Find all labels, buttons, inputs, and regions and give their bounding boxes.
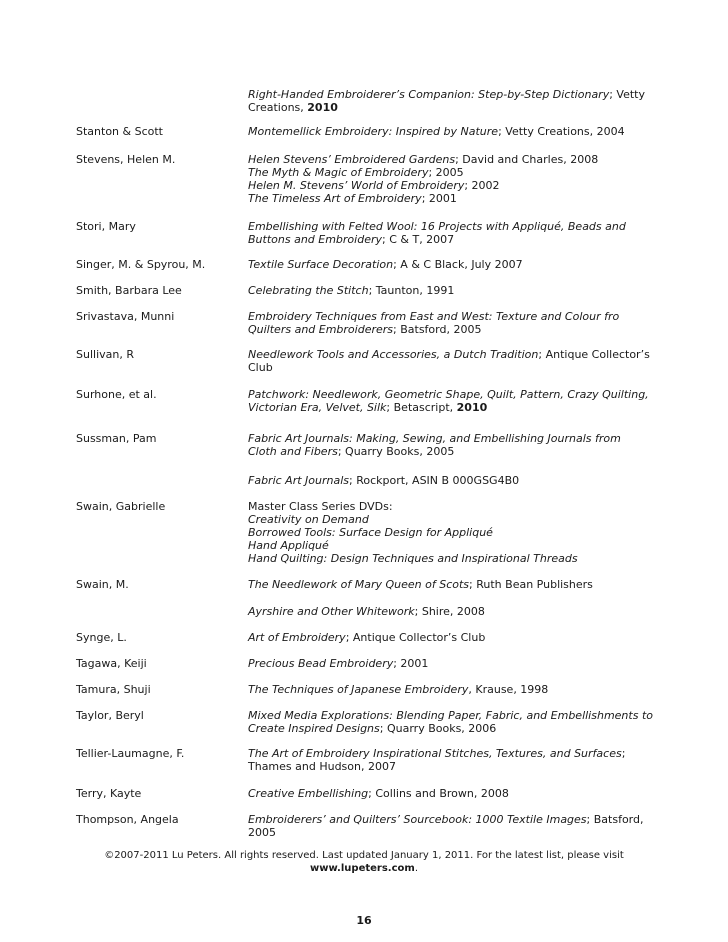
work-title: Creativity on Demand [248, 513, 369, 526]
work-title: The Techniques of Japanese Embroidery [248, 683, 469, 696]
entry-line [248, 760, 648, 773]
work-title: Victorian Era, Velvet, Silk [248, 401, 387, 414]
entry-line [248, 500, 648, 513]
publication-info: Thames and Hudson, 2007 [248, 760, 396, 773]
work-title: Borrowed Tools: Surface Design for Appliqué [248, 526, 493, 539]
entry-line [248, 709, 653, 722]
publication-info: ; 2001 [421, 192, 457, 205]
publication-info: ; C & T, 2007 [382, 233, 455, 246]
entry-works [248, 709, 653, 735]
entry-works [248, 153, 648, 205]
publication-info: ; Ruth Bean Publishers [469, 578, 593, 591]
publication-info: Creations, [248, 101, 308, 114]
publication-info: ; 2001 [393, 657, 429, 670]
work-title: Cloth and Fibers [248, 445, 338, 458]
entry-line [248, 125, 648, 138]
work-title: Create Inspired Designs [248, 722, 380, 735]
entry-author: Taylor, Beryl [76, 709, 144, 722]
footer-url-link[interactable]: www.lupeters.com [309, 863, 415, 874]
entry-line [248, 605, 648, 618]
publication-info: ; Batsford, 2005 [393, 323, 482, 336]
publication-info: ; Quarry Books, 2005 [337, 445, 455, 458]
work-title: Embroiderers’ and Quilters’ Sourcebook: 1000 Textile Images [248, 813, 587, 826]
work-title: Art of Embroidery [248, 631, 346, 644]
entry-line [248, 787, 648, 800]
entry-line [248, 220, 648, 233]
footer-url-line [0, 862, 728, 875]
entry-line [248, 361, 648, 374]
entry-line [248, 657, 648, 670]
entry-author: Swain, M. [76, 578, 129, 591]
entry-works [248, 310, 648, 336]
entry-works [248, 88, 648, 114]
entry-works [248, 220, 648, 246]
work-title: Embroidery Techniques from East and West: Texture and Colour fro [248, 310, 620, 323]
entry-line [248, 578, 648, 591]
work-title: The Needlework of Mary Queen of Scots [248, 578, 470, 591]
work-title: Fabric Art Journals [248, 474, 349, 487]
entry-works [248, 631, 648, 644]
entry-line [248, 192, 648, 205]
page-number: 16 [356, 914, 372, 927]
entry-works [248, 388, 648, 414]
entry-works [248, 747, 648, 773]
entry-line [248, 88, 648, 101]
publication-info: 2005 [248, 826, 276, 839]
work-title: The Timeless Art of Embroidery [248, 192, 422, 205]
entry-line [248, 179, 648, 192]
entry-author: Sullivan, R [76, 348, 134, 361]
entry-author: Singer, M. & Spyrou, M. [76, 258, 206, 271]
footer-url-suffix: . [414, 863, 418, 874]
work-title: Ayrshire and Other Whitework [248, 605, 415, 618]
entry-works [248, 683, 648, 696]
entry-works [248, 500, 648, 565]
work-title: Creative Embellishing [248, 787, 369, 800]
entry-line [248, 445, 648, 458]
work-title: Celebrating the Stitch [248, 284, 369, 297]
publication-info: ; David and Charles, 2008 [455, 153, 599, 166]
entry-author: Tamura, Shuji [76, 683, 151, 696]
work-title: Helen Stevens’ Embroidered Gardens [248, 153, 456, 166]
entry-author: Surhone, et al. [76, 388, 157, 401]
publication-info: ; Antique Collector’s Club [345, 631, 486, 644]
work-title: Patchwork: Needlework, Geometric Shape, Quilt, Pattern, Crazy Quilting, [248, 388, 649, 401]
work-title: Needlework Tools and Accessories, a Dutch Tradition [248, 348, 539, 361]
entry-line [248, 631, 648, 644]
entry-author: Sussman, Pam [76, 432, 157, 445]
work-title: Hand Appliqué [248, 539, 329, 552]
entry-works [248, 258, 648, 271]
publication-info: ; Vetty [609, 88, 645, 101]
publication-info: ; A & C Black, July 2007 [393, 258, 523, 271]
publication-info: ; 2002 [464, 179, 500, 192]
entry-works [248, 787, 648, 800]
work-title: Precious Bead Embroidery [248, 657, 394, 670]
work-title: Quilters and Embroiderers [248, 323, 394, 336]
entry-author: Stevens, Helen M. [76, 153, 176, 166]
entry-line [248, 388, 648, 401]
publication-info: ; Antique Collector’s [538, 348, 650, 361]
entry-line [248, 826, 648, 839]
entry-line [248, 539, 648, 552]
entry-line [248, 513, 648, 526]
entry-line [248, 432, 648, 445]
publication-info: ; Batsford, [586, 813, 644, 826]
entry-line [248, 101, 648, 114]
entry-works [248, 813, 648, 839]
entry-author: Tellier-Laumagne, F. [76, 747, 185, 760]
footer-copyright-text: ©2007-2011 Lu Peters. All rights reserved. Last updated January 1, 2011. For the latest list, please visit [104, 850, 624, 861]
entry-author: Stanton & Scott [76, 125, 163, 138]
entry-line [248, 813, 648, 826]
publication-info: ; Quarry Books, 2006 [379, 722, 497, 735]
entry-works [248, 578, 648, 591]
entry-line [248, 401, 648, 414]
publication-info: Master Class Series DVDs: [248, 500, 393, 513]
entry-line [248, 747, 648, 760]
work-title: Mixed Media Explorations: Blending Paper, Fabric, and Embellishments to [248, 709, 653, 722]
entry-line [248, 683, 648, 696]
publication-info: , Krause, 1998 [468, 683, 549, 696]
entry-works [248, 657, 648, 670]
work-title: Textile Surface Decoration [248, 258, 394, 271]
entry-line [248, 258, 648, 271]
entry-works [248, 125, 648, 138]
work-title: Embellishing with Felted Wool: 16 Projects with Appliqué, Beads and [248, 220, 626, 233]
entry-author: Synge, L. [76, 631, 127, 644]
publication-info: ; Taunton, 1991 [368, 284, 455, 297]
entry-works [248, 348, 648, 374]
work-title: Montemellick Embroidery: Inspired by Nature [248, 125, 499, 138]
work-title: Right-Handed Embroiderer’s Companion: Step-by-Step Dictionary [248, 88, 610, 101]
entry-line [248, 284, 648, 297]
entry-author: Tagawa, Keiji [76, 657, 147, 670]
entry-author: Srivastava, Munni [76, 310, 175, 323]
work-title: Buttons and Embroidery [248, 233, 383, 246]
entry-line [248, 552, 648, 565]
publication-info: ; Betascript, [386, 401, 457, 414]
entry-line [248, 233, 648, 246]
highlighted-year: 2010 [456, 401, 488, 414]
publication-info: ; Rockport, ASIN B 000GSG4B0 [349, 474, 520, 487]
entry-works [248, 605, 648, 618]
footer-copyright [0, 849, 728, 862]
publication-info: ; Collins and Brown, 2008 [368, 787, 509, 800]
publication-info: ; Vetty Creations, 2004 [498, 125, 625, 138]
publication-info: ; Shire, 2008 [414, 605, 485, 618]
publication-info: ; 2005 [428, 166, 464, 179]
work-title: The Art of Embroidery Inspirational Stitches, Textures, and Surfaces [248, 747, 622, 760]
highlighted-year: 2010 [307, 101, 338, 114]
entry-line [248, 153, 648, 166]
entry-author: Terry, Kayte [76, 787, 142, 800]
entry-works [248, 432, 648, 458]
work-title: Fabric Art Journals: Making, Sewing, and Embellishing Journals from [248, 432, 621, 445]
entry-works [248, 474, 648, 487]
publication-info: Club [248, 361, 273, 374]
entry-line [248, 474, 648, 487]
entry-line [248, 166, 648, 179]
work-title: Helen M. Stevens’ World of Embroidery [248, 179, 465, 192]
entry-line [248, 310, 648, 323]
entry-line [248, 323, 648, 336]
entry-line [248, 348, 648, 361]
entry-line [248, 526, 648, 539]
entry-author: Stori, Mary [76, 220, 136, 233]
work-title: Hand Quilting: Design Techniques and Inspirational Threads [248, 552, 578, 565]
entry-author: Swain, Gabrielle [76, 500, 166, 513]
entry-works [248, 284, 648, 297]
work-title: The Myth & Magic of Embroidery [248, 166, 429, 179]
entry-line [248, 722, 648, 735]
publication-info: ; [621, 747, 626, 760]
entry-author: Thompson, Angela [76, 813, 179, 826]
entry-author: Smith, Barbara Lee [76, 284, 182, 297]
